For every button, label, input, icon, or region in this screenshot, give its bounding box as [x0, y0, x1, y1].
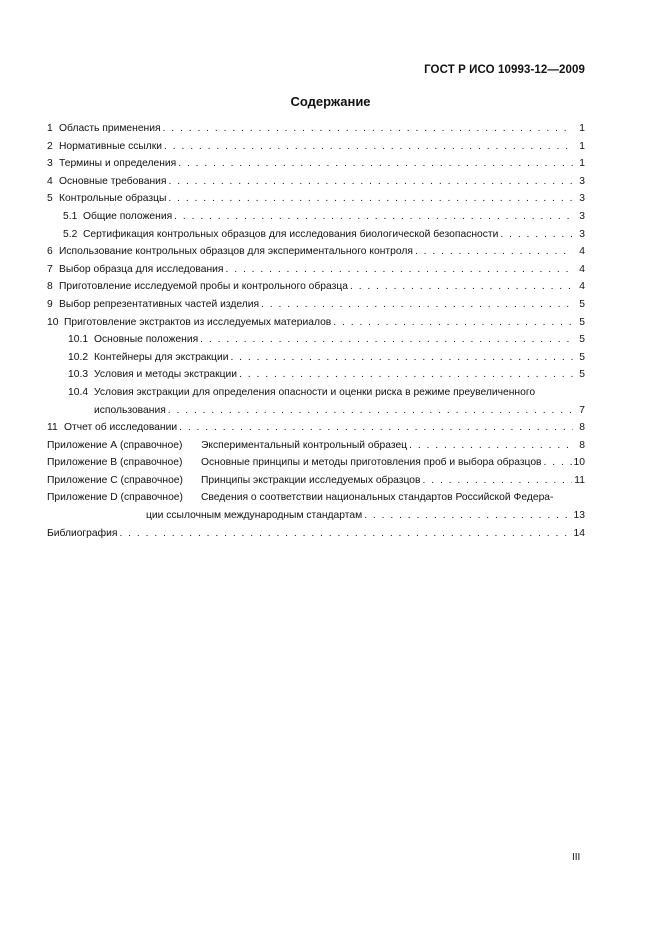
- page-title: Содержание: [290, 94, 371, 109]
- dot-leader: [168, 190, 573, 208]
- toc-item-text: Контрольные образцы: [59, 193, 167, 205]
- toc-item-page: 10: [573, 457, 585, 469]
- toc-item-page: 5: [579, 334, 585, 346]
- dot-leader: [164, 138, 573, 156]
- toc-item-text: Принципы экстракции исследуемых образцов: [201, 474, 421, 486]
- toc-item[interactable]: 2 Нормативные ссылки . . . 1: [47, 138, 585, 156]
- toc-item-text: Общие положения: [83, 210, 173, 222]
- toc-item-bibliography[interactable]: [47, 525, 585, 543]
- toc-item-page: 5: [579, 298, 585, 310]
- dot-leader: [168, 402, 573, 420]
- toc-item[interactable]: 11 Отчет об исследовании . . . 8: [47, 419, 585, 437]
- toc-item-text: Условия экстракции для определения опасности и оценки риска в режиме преувеличенного: [94, 386, 536, 398]
- toc-item[interactable]: 10.2 Контейнеры для экстракции . . . 5: [47, 349, 585, 367]
- toc-item-page: 3: [579, 210, 585, 222]
- dot-leader: [178, 155, 573, 173]
- toc-item-text: Условия и методы экстракции: [94, 369, 238, 381]
- toc-item-page: 5: [579, 316, 585, 328]
- dot-leader: [169, 173, 574, 191]
- toc-item-text: Основные положения: [94, 334, 199, 346]
- toc-item-text: Экспериментальный контрольный образец: [201, 439, 408, 451]
- toc-item[interactable]: 10.4 Условия экстракции для определения опасности и оценки риска в режиме преувеличенного использования . . . 7: [47, 384, 585, 419]
- toc-item-page: 5: [579, 369, 585, 381]
- toc-item-text: Сведения о соответствии национальных стандартов Российской Федера-: [201, 492, 554, 504]
- toc-item-page: 4: [579, 263, 585, 275]
- toc-item-text-continued: использования: [94, 404, 166, 416]
- dot-leader: [261, 296, 573, 314]
- toc-item-text: Приготовление исследуемой пробы и контрольного образца: [59, 281, 348, 293]
- toc-item[interactable]: 7 Выбор образца для исследования . . . 4: [47, 261, 585, 279]
- dot-leader: [409, 437, 573, 455]
- toc-item-appendix-b[interactable]: Приложение В (справочное) Основные принципы и методы приготовления проб и выбора образцов . . . 10: [47, 454, 585, 472]
- dot-leader: [544, 454, 572, 472]
- toc-item-text: Сертификация контрольных образцов для исследования биологической безопасности: [83, 228, 499, 240]
- toc-item-page: 8: [579, 422, 585, 434]
- dot-leader: [350, 278, 573, 296]
- toc-item[interactable]: 3 Термины и определения . . . 1: [47, 155, 585, 173]
- toc-item-text: Контейнеры для экстракции: [94, 351, 229, 363]
- table-of-contents: [47, 120, 585, 542]
- toc-item-text: Нормативные ссылки: [59, 140, 163, 152]
- toc-item-page: 4: [579, 281, 585, 293]
- toc-item-page: 1: [579, 158, 585, 170]
- toc-item[interactable]: 9 Выбор репрезентативных частей изделия . . . 5: [47, 296, 585, 314]
- toc-item-appendix-a[interactable]: Приложение А (справочное) Экспериментальный контрольный образец . . . 8: [47, 437, 585, 455]
- dot-leader: [179, 419, 573, 437]
- toc-item-page: 7: [579, 404, 585, 416]
- toc-item[interactable]: 1 Область применения . . . 1: [47, 120, 585, 138]
- dot-leader: [226, 261, 574, 279]
- toc-item[interactable]: 8 Приготовление исследуемой пробы и контрольного образца . . . 4: [47, 278, 585, 296]
- toc-item-page: 3: [579, 193, 585, 205]
- dot-leader: [230, 349, 573, 367]
- dot-leader: [415, 243, 573, 261]
- toc-item-page: 5: [579, 351, 585, 363]
- toc-item-page: 4: [579, 246, 585, 258]
- toc-item[interactable]: 5.1 Общие положения . . . 3: [47, 208, 585, 226]
- dot-leader: [200, 331, 573, 349]
- toc-item-text: Основные требования: [59, 175, 167, 187]
- toc-item-page: 1: [579, 140, 585, 152]
- toc-item-appendix-d[interactable]: Приложение D (справочное) Сведения о соответствии национальных стандартов Российской Федера- ции ссылочным международным стандартам . . . 13: [47, 489, 585, 524]
- toc-item[interactable]: 5.2 Сертификация контрольных образцов для исследования биологической безопасности . . . 3: [47, 226, 585, 244]
- toc-item-page: 3: [579, 228, 585, 240]
- dot-leader: [333, 314, 573, 332]
- toc-item[interactable]: 5 Контрольные образцы . . . 3: [47, 190, 585, 208]
- toc-item-text: Выбор образца для исследования: [59, 263, 224, 275]
- toc-item-page: 13: [573, 510, 585, 522]
- toc-item[interactable]: 10.3 Условия и методы экстракции . . . 5: [47, 366, 585, 384]
- page-number: III: [572, 852, 581, 863]
- toc-item-text: Библиография: [47, 527, 118, 539]
- toc-item-page: 3: [579, 175, 585, 187]
- toc-item-page: 14: [573, 527, 585, 539]
- toc-item-text: Отчет об исследовании: [64, 422, 178, 434]
- toc-item-page: 8: [579, 439, 585, 451]
- dot-leader: [500, 226, 573, 244]
- toc-item-text: Область применения: [59, 123, 161, 134]
- dot-leader: [163, 120, 573, 138]
- dot-leader: [364, 507, 571, 525]
- document-code: ГОСТ Р ИСО 10993-12—2009: [424, 64, 585, 76]
- toc-item-text: Термины и определения: [59, 158, 177, 170]
- toc-item-text-continued: ции ссылочным международным стандартам: [146, 510, 363, 522]
- dot-leader: [239, 366, 573, 384]
- toc-item[interactable]: 4 Основные требования . . . 3: [47, 173, 585, 191]
- toc-item-appendix-c[interactable]: Приложение С (справочное) Принципы экстракции исследуемых образцов . . . 11: [47, 472, 585, 490]
- dot-leader: [119, 525, 571, 543]
- toc-item[interactable]: 10 Приготовление экстрактов из исследуемых материалов . . . 5: [47, 314, 585, 332]
- dot-leader: [174, 208, 573, 226]
- toc-item-page: 1: [579, 123, 585, 134]
- dot-leader: [423, 472, 573, 490]
- toc-item-text: Использование контрольных образцов для экспериментального контроля: [59, 246, 413, 258]
- toc-item[interactable]: 10.1 Основные положения . . . 5: [47, 331, 585, 349]
- toc-item-text: Приготовление экстрактов из исследуемых материалов: [64, 316, 332, 328]
- toc-item-page: 11: [574, 474, 585, 486]
- toc-item[interactable]: 6 Использование контрольных образцов для экспериментального контроля . . . 4: [47, 243, 585, 261]
- toc-item-text: Основные принципы и методы приготовления проб и выбора образцов: [201, 457, 542, 469]
- toc-item-text: Выбор репрезентативных частей изделия: [59, 298, 260, 310]
